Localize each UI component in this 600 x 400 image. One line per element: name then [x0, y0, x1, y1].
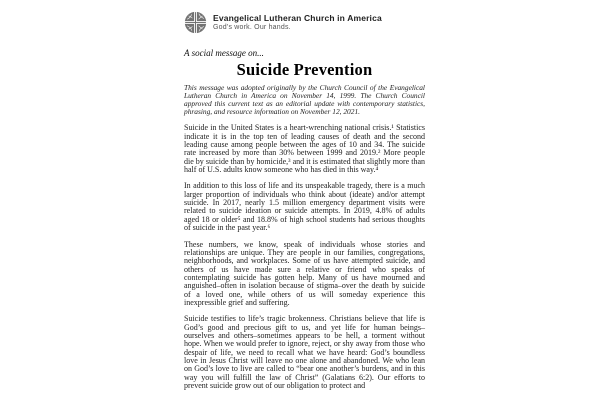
org-tagline: God’s work. Our hands. [213, 24, 291, 31]
body-paragraph: Suicide testifies to life’s tragic brokenness. Christians believe that life is God’s good and precious gift to us, and yet life for human beings–ourselves and others–sometimes appears to be hell, a torment without hope. When we would prefer to ignore, reject, or shy away from those who despair of life, we need to recall what we have heard: God’s boundless love in Jesus Christ will leave no one alone and abandoned. We who lean on God’s love to live are called to “bear one another’s burdens, and in this way you will fulfill the law of Christ” (Galatians 6:2). Our efforts to prevent suicide grow out of our obligation to protect and [184, 314, 425, 390]
kicker: A social message on... [184, 48, 264, 58]
org-name: Evangelical Lutheran Church in America [213, 13, 382, 23]
page-title: Suicide Prevention [236, 60, 373, 79]
body-paragraph: Suicide in the United States is a heart-wrenching national crisis.¹ Statistics indicate it is in the top ten of leading causes of death and the second leading cause among people between the ages of 10 and 34. The suicide rate increased by more than 30% between 1999 and 2019.² More people die by suicide than by homicide,³ and it is estimated that slightly more than half of U.S. adults know someone who has died in this way.⁴ [184, 123, 425, 175]
masthead-text [213, 13, 382, 32]
document-page [184, 11, 425, 390]
body-paragraph: In addition to this loss of life and its unspeakable tragedy, there is a much larger proportion of individuals who think about (ideate) and/or attempt suicide. In 2017, nearly 1.5 million emergency department visits were related to suicide ideation or suicide attempts. In 2019, 4.8% of adults aged 18 or older⁵ and 18.8% of high school students had serious thoughts of suicide in the past year.⁶ [184, 181, 425, 233]
body-paragraph: These numbers, we know, speak of individuals whose stories and relationships are unique. They are people in our families, congregations, neighborhoods, and workplaces. Some of us have attempted suicide, and others of us have made sure a relative or friend who speaks of contemplating suicide has gotten help. Many of us have mourned and anguished–often in isolation because of stigma–over the death by suicide of a loved one, while others of us will someday experience this inexpressible grief and suffering. [184, 239, 425, 307]
elca-cross-emblem-icon [184, 11, 207, 34]
header [184, 11, 425, 34]
adoption-note: This message was adopted originally by the Church Council of the Evangelical Lutheran Church in America on November 14, 1999. The Church Council approved this current text as an editorial update with contemporary statistics, phrasing, and resource information on November 12, 2021. [184, 83, 425, 117]
